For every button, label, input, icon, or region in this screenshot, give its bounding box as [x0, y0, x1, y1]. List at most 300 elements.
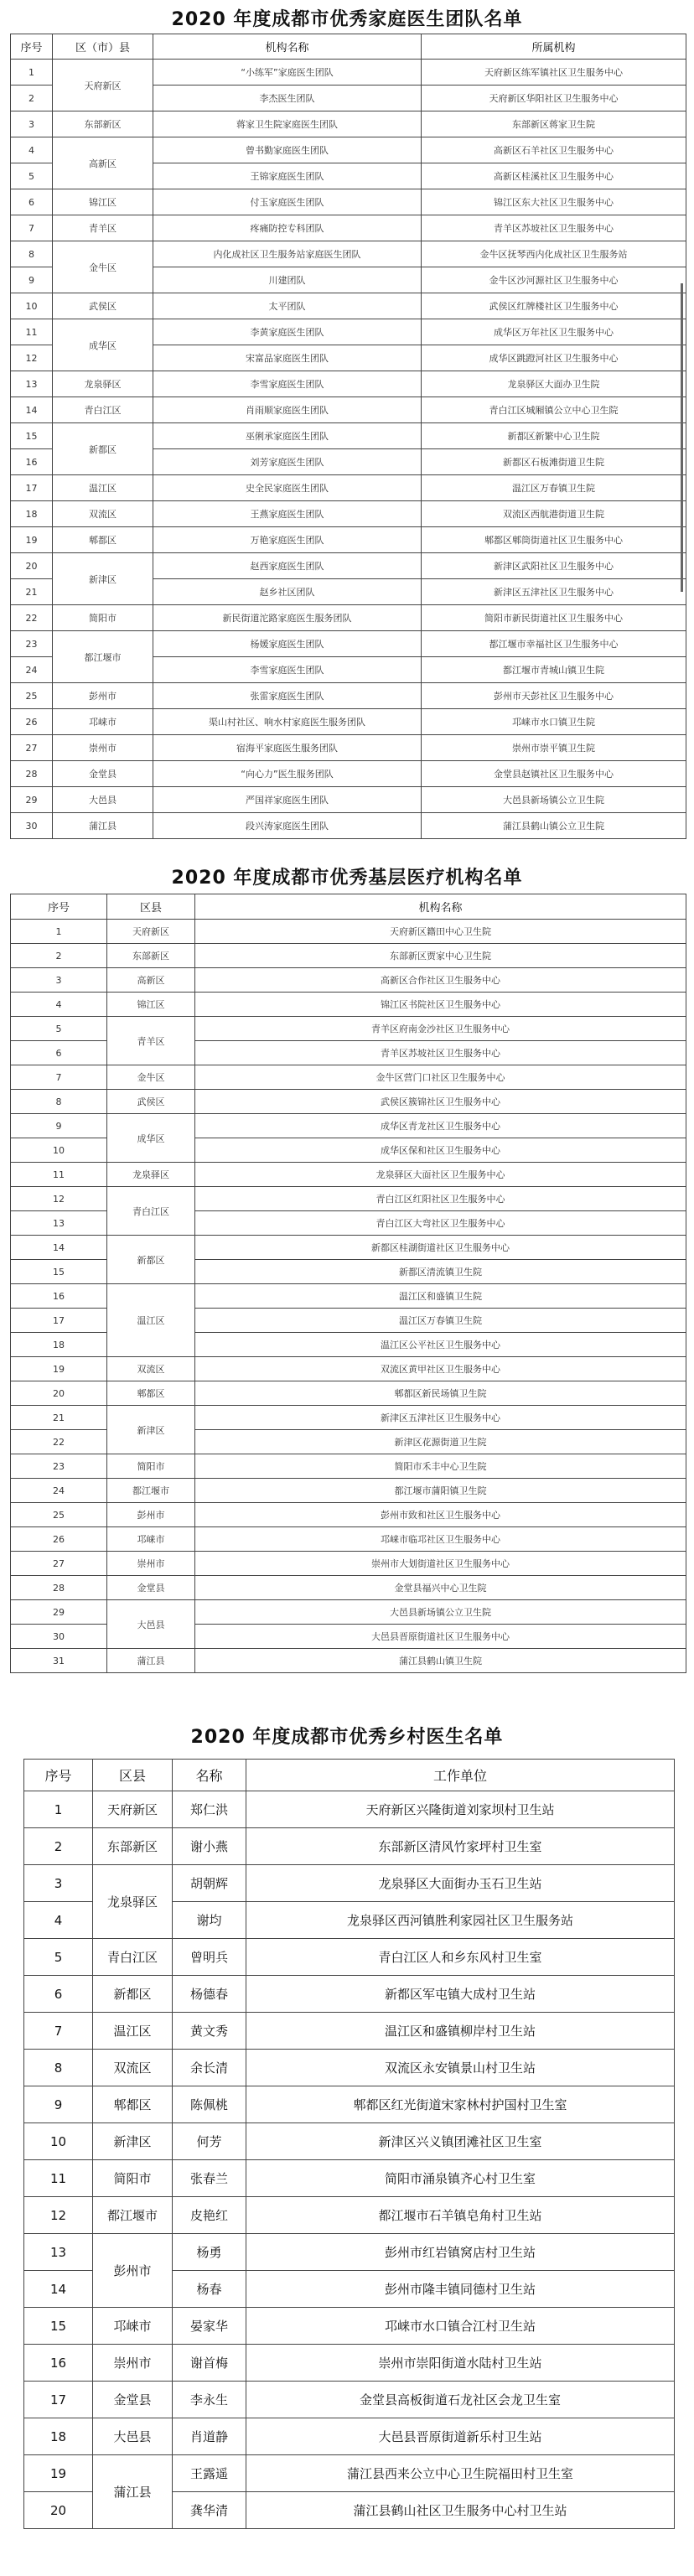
table-cell: 宋富品家庭医生团队: [153, 345, 422, 371]
index-cell: 4: [24, 1902, 93, 1939]
index-cell: 23: [11, 1454, 107, 1479]
table-cell: 彭州市致和社区卫生服务中心: [195, 1503, 686, 1527]
table-cell: 新都区新繁中心卫生院: [422, 423, 686, 449]
table-row: [11, 761, 686, 787]
table-cell: 渠山村社区、响水村家庭医生服务团队: [153, 709, 422, 735]
index-cell: 9: [11, 1114, 107, 1138]
index-cell: 10: [11, 1138, 107, 1163]
district-cell: 龙泉驿区: [107, 1163, 195, 1187]
table-cell: 龙泉驿区大面办卫生院: [422, 371, 686, 397]
table-cell: “向心力”医生服务团队: [153, 761, 422, 787]
table-cell: 东部新区清风竹家坪村卫生室: [246, 1828, 675, 1865]
table-row: [11, 1065, 686, 1090]
table-cell: 简阳市禾丰中心卫生院: [195, 1454, 686, 1479]
index-cell: 15: [11, 423, 53, 449]
index-cell: 5: [11, 163, 53, 189]
index-cell: 15: [11, 1260, 107, 1284]
table-cell: 新都区桂湖街道社区卫生服务中心: [195, 1236, 686, 1260]
table-cell: 严国祥家庭医生团队: [153, 787, 422, 813]
table-row: [11, 293, 686, 319]
table-cell: 双流区黄甲社区卫生服务中心: [195, 1357, 686, 1381]
index-cell: 17: [11, 475, 53, 501]
district-cell: 青白江区: [53, 397, 153, 423]
column-header: 序号: [11, 34, 53, 60]
table-cell: 金堂县福兴中心卫生院: [195, 1576, 686, 1600]
table-cell: 疼痛防控专科团队: [153, 215, 422, 241]
district-cell: 蒲江县: [107, 1649, 195, 1673]
index-cell: 29: [11, 787, 53, 813]
table-row: [11, 423, 686, 449]
table-cell: 双流区西航港街道卫生院: [422, 501, 686, 527]
table-cell: 赵乡社区团队: [153, 579, 422, 605]
table-row: [11, 1649, 686, 1673]
table-cell: 高新区合作社区卫生服务中心: [195, 968, 686, 993]
table-row: [11, 527, 686, 553]
table-cell: 蒲江县西来公立中心卫生院福田村卫生室: [246, 2455, 675, 2492]
table-cell: 天府新区练军镇社区卫生服务中心: [422, 60, 686, 86]
table-cell: 彭州市隆丰镇同德村卫生站: [246, 2271, 675, 2308]
table-cell: 成华区万年社区卫生服务中心: [422, 319, 686, 345]
table-row: [11, 111, 686, 137]
table-cell: 东部新区蒋家卫生院: [422, 111, 686, 137]
table-cell: 刘芳家庭医生团队: [153, 449, 422, 475]
index-cell: 13: [11, 1211, 107, 1236]
table-row: [11, 137, 686, 163]
district-cell: 温江区: [53, 475, 153, 501]
index-cell: 25: [11, 1503, 107, 1527]
table-cell: 温江区公平社区卫生服务中心: [195, 1333, 686, 1357]
district-cell: 东部新区: [107, 944, 195, 968]
table-row: [11, 1406, 686, 1430]
index-cell: 14: [24, 2271, 93, 2308]
index-cell: 6: [11, 1041, 107, 1065]
table-cell: 何芳: [173, 2123, 246, 2160]
table-row: [11, 1163, 686, 1187]
table-cell: 崇州市大划街道社区卫生服务中心: [195, 1552, 686, 1576]
index-cell: 27: [11, 735, 53, 761]
table-cell: 太平团队: [153, 293, 422, 319]
table-row: [11, 1552, 686, 1576]
table-cell: 温江区万春镇卫生院: [195, 1309, 686, 1333]
table-row: [11, 1236, 686, 1260]
index-cell: 19: [11, 527, 53, 553]
index-cell: 16: [11, 1284, 107, 1309]
district-cell: 新都区: [53, 423, 153, 475]
district-cell: 蒲江县: [93, 2455, 173, 2529]
index-cell: 3: [11, 968, 107, 993]
table-cell: 青白江区人和乡东风村卫生室: [246, 1939, 675, 1976]
index-cell: 11: [11, 319, 53, 345]
index-cell: 30: [11, 1625, 107, 1649]
table-row: [11, 371, 686, 397]
district-cell: 邛崃市: [93, 2308, 173, 2345]
table-row: [11, 968, 686, 993]
district-cell: 成华区: [53, 319, 153, 371]
index-cell: 25: [11, 683, 53, 709]
table-cell: 成华区跳蹬河社区卫生服务中心: [422, 345, 686, 371]
table-cell: 崇州市崇阳街道水陆村卫生站: [246, 2345, 675, 2382]
index-cell: 7: [11, 1065, 107, 1090]
index-cell: 26: [11, 709, 53, 735]
district-cell: 彭州市: [93, 2234, 173, 2308]
table-cell: 李黄家庭医生团队: [153, 319, 422, 345]
table-cell: 皮艳红: [173, 2197, 246, 2234]
table-cell: 新都区军屯镇大成村卫生站: [246, 1976, 675, 2013]
table-cell: 邛崃市临邛社区卫生服务中心: [195, 1527, 686, 1552]
table-cell: 大邑县新场镇公立卫生院: [422, 787, 686, 813]
index-cell: 30: [11, 813, 53, 839]
table-cell: 巫俐承家庭医生团队: [153, 423, 422, 449]
district-cell: 新津区: [53, 553, 153, 605]
district-cell: 新津区: [93, 2123, 173, 2160]
table-cell: 大邑县新场镇公立卫生院: [195, 1600, 686, 1625]
table-cell: 新津区五津社区卫生服务中心: [422, 579, 686, 605]
district-cell: 金牛区: [107, 1065, 195, 1090]
index-cell: 2: [11, 86, 53, 111]
table-cell: 李雪家庭医生团队: [153, 371, 422, 397]
index-cell: 16: [24, 2345, 93, 2382]
table-cell: 青羊区府南金沙社区卫生服务中心: [195, 1017, 686, 1041]
index-cell: 15: [24, 2308, 93, 2345]
table-row: [24, 1939, 675, 1976]
index-cell: 14: [11, 1236, 107, 1260]
column-header: 工作单位: [246, 1760, 675, 1791]
table-cell: 张春兰: [173, 2160, 246, 2197]
index-cell: 9: [11, 267, 53, 293]
table-cell: 王燕家庭医生团队: [153, 501, 422, 527]
table-cell: 锦江区书院社区卫生服务中心: [195, 993, 686, 1017]
index-cell: 12: [24, 2197, 93, 2234]
district-cell: 彭州市: [53, 683, 153, 709]
district-cell: 新都区: [107, 1236, 195, 1284]
district-cell: 彭州市: [107, 1503, 195, 1527]
index-cell: 6: [11, 189, 53, 215]
table-cell: 赵西家庭医生团队: [153, 553, 422, 579]
district-cell: 蒲江县: [53, 813, 153, 839]
village-doctor-title: 2020 年度成都市优秀乡村医生名单: [190, 1727, 504, 1748]
table-cell: 杨媛家庭医生团队: [153, 631, 422, 657]
district-cell: 高新区: [107, 968, 195, 993]
table-cell: 肖道静: [173, 2418, 246, 2455]
table-cell: 杨德春: [173, 1976, 246, 2013]
table-cell: 宿海平家庭医生服务团队: [153, 735, 422, 761]
table-row: [24, 2197, 675, 2234]
table-cell: 杨春: [173, 2271, 246, 2308]
index-cell: 18: [11, 501, 53, 527]
table-cell: 郫都区郫筒街道社区卫生服务中心: [422, 527, 686, 553]
primary-institution-table: [10, 894, 686, 1673]
index-cell: 9: [24, 2086, 93, 2123]
district-cell: 邛崃市: [53, 709, 153, 735]
table-cell: 龙泉驿区大面社区卫生服务中心: [195, 1163, 686, 1187]
table-row: [11, 709, 686, 735]
table-row: [24, 2308, 675, 2345]
table-row: [11, 1114, 686, 1138]
table-row: [24, 2160, 675, 2197]
table-cell: 新民街道沱路家庭医生服务团队: [153, 605, 422, 631]
district-cell: 青白江区: [107, 1187, 195, 1236]
index-cell: 18: [11, 1333, 107, 1357]
table-header-row: [11, 34, 686, 60]
district-cell: 龙泉驿区: [93, 1865, 173, 1939]
table-row: [11, 1600, 686, 1625]
index-cell: 1: [24, 1791, 93, 1828]
index-cell: 2: [11, 944, 107, 968]
index-cell: 27: [11, 1552, 107, 1576]
table-cell: 天府新区籍田中心卫生院: [195, 920, 686, 944]
table-cell: 曾书勤家庭医生团队: [153, 137, 422, 163]
table-row: [11, 1187, 686, 1211]
table-row: [11, 735, 686, 761]
index-cell: 20: [11, 1381, 107, 1406]
table-row: [11, 397, 686, 423]
table-row: [11, 1090, 686, 1114]
table-row: [24, 1976, 675, 2013]
index-cell: 1: [11, 920, 107, 944]
index-cell: 28: [11, 1576, 107, 1600]
table-cell: 高新区石羊社区卫生服务中心: [422, 137, 686, 163]
table-row: [24, 1865, 675, 1902]
index-cell: 22: [11, 605, 53, 631]
table-cell: 肖雨顺家庭医生团队: [153, 397, 422, 423]
table-cell: 双流区永安镇景山村卫生站: [246, 2050, 675, 2086]
index-cell: 20: [24, 2492, 93, 2529]
table-cell: 胡朝辉: [173, 1865, 246, 1902]
index-cell: 5: [24, 1939, 93, 1976]
table-row: [24, 2234, 675, 2271]
table-row: [11, 1381, 686, 1406]
index-cell: 1: [11, 60, 53, 86]
district-cell: 金牛区: [53, 241, 153, 293]
table-cell: 段兴涛家庭医生团队: [153, 813, 422, 839]
table-cell: 高新区桂溪社区卫生服务中心: [422, 163, 686, 189]
table-cell: 新津区花源街道卫生院: [195, 1430, 686, 1454]
district-cell: 崇州市: [53, 735, 153, 761]
district-cell: 郫都区: [53, 527, 153, 553]
index-cell: 13: [11, 371, 53, 397]
district-cell: 大邑县: [107, 1600, 195, 1649]
table-cell: 蒲江县鹤山社区卫生服务中心村卫生站: [246, 2492, 675, 2529]
index-cell: 20: [11, 553, 53, 579]
district-cell: 天府新区: [93, 1791, 173, 1828]
column-header: 区县: [107, 894, 195, 920]
table-cell: 新都区清流镇卫生院: [195, 1260, 686, 1284]
table-cell: 新津区五津社区卫生服务中心: [195, 1406, 686, 1430]
table-cell: 金堂县高板街道石龙社区会龙卫生室: [246, 2382, 675, 2418]
table-row: [11, 993, 686, 1017]
table-cell: 都江堰市蒲阳镇卫生院: [195, 1479, 686, 1503]
table-row: [11, 215, 686, 241]
table-row: [11, 1017, 686, 1041]
table-cell: 大邑县晋原街道社区卫生服务中心: [195, 1625, 686, 1649]
table-cell: 蒲江县鹤山镇公立卫生院: [422, 813, 686, 839]
table-cell: 大邑县晋原街道新乐村卫生站: [246, 2418, 675, 2455]
column-header: 区（市）县: [53, 34, 153, 60]
table-cell: 史全民家庭医生团队: [153, 475, 422, 501]
column-header: 所属机构: [422, 34, 686, 60]
index-cell: 8: [24, 2050, 93, 2086]
index-cell: 6: [24, 1976, 93, 2013]
index-cell: 26: [11, 1527, 107, 1552]
district-cell: 成华区: [107, 1114, 195, 1163]
column-header: 机构名称: [153, 34, 422, 60]
index-cell: 31: [11, 1649, 107, 1673]
table-cell: 曾明兵: [173, 1939, 246, 1976]
table-header-row: [11, 894, 686, 920]
table-row: [11, 1503, 686, 1527]
table-cell: 谢小燕: [173, 1828, 246, 1865]
table-row: [11, 60, 686, 86]
table-cell: 李雪家庭医生团队: [153, 657, 422, 683]
table-cell: 温江区万春镇卫生院: [422, 475, 686, 501]
table-cell: 陈佩桃: [173, 2086, 246, 2123]
district-cell: 新津区: [107, 1406, 195, 1454]
column-header: 机构名称: [195, 894, 686, 920]
table-cell: 青白江区红阳社区卫生服务中心: [195, 1187, 686, 1211]
table-cell: 新都区石板滩街道卫生院: [422, 449, 686, 475]
table-row: [11, 1479, 686, 1503]
table-cell: 简阳市涌泉镇齐心村卫生室: [246, 2160, 675, 2197]
table-cell: 青白江区城厢镇公立中心卫生院: [422, 397, 686, 423]
table-cell: 天府新区华阳社区卫生服务中心: [422, 86, 686, 111]
table-row: [11, 553, 686, 579]
table-cell: 谢首梅: [173, 2345, 246, 2382]
index-cell: 13: [24, 2234, 93, 2271]
table-cell: 彭州市天彭社区卫生服务中心: [422, 683, 686, 709]
index-cell: 11: [24, 2160, 93, 2197]
index-cell: 17: [24, 2382, 93, 2418]
table-row: [11, 787, 686, 813]
index-cell: 2: [24, 1828, 93, 1865]
district-cell: 都江堰市: [107, 1479, 195, 1503]
table-cell: 王锦家庭医生团队: [153, 163, 422, 189]
table-row: [11, 319, 686, 345]
table-row: [11, 920, 686, 944]
table-cell: 崇州市崇平镇卫生院: [422, 735, 686, 761]
table-cell: 青白江区大弯社区卫生服务中心: [195, 1211, 686, 1236]
table-cell: 青羊区苏坡社区卫生服务中心: [195, 1041, 686, 1065]
table-cell: “小练军”家庭医生团队: [153, 60, 422, 86]
district-cell: 青白江区: [93, 1939, 173, 1976]
table-cell: 黄文秀: [173, 2013, 246, 2050]
district-cell: 双流区: [107, 1357, 195, 1381]
column-header: 区县: [93, 1760, 173, 1791]
table-cell: 青羊区苏坡社区卫生服务中心: [422, 215, 686, 241]
district-cell: 武侯区: [107, 1090, 195, 1114]
index-cell: 4: [11, 993, 107, 1017]
table-row: [11, 944, 686, 968]
table-row: [11, 605, 686, 631]
index-cell: 16: [11, 449, 53, 475]
index-cell: 24: [11, 1479, 107, 1503]
district-cell: 东部新区: [53, 111, 153, 137]
table-cell: 杨勇: [173, 2234, 246, 2271]
table-cell: 万艳家庭医生团队: [153, 527, 422, 553]
table-cell: 简阳市新民街道社区卫生服务中心: [422, 605, 686, 631]
scrollbar[interactable]: [681, 283, 683, 592]
table-row: [11, 1284, 686, 1309]
table-cell: 蒋家卫生院家庭医生团队: [153, 111, 422, 137]
table-row: [11, 683, 686, 709]
district-cell: 青羊区: [53, 215, 153, 241]
table-cell: 王露遥: [173, 2455, 246, 2492]
index-cell: 21: [11, 1406, 107, 1430]
table-cell: 新津区武阳社区卫生服务中心: [422, 553, 686, 579]
district-cell: 崇州市: [107, 1552, 195, 1576]
index-cell: 10: [24, 2123, 93, 2160]
table-row: [24, 1791, 675, 1828]
table-cell: 成华区青龙社区卫生服务中心: [195, 1114, 686, 1138]
index-cell: 23: [11, 631, 53, 657]
table-cell: 郫都区红光街道宋家林村护国村卫生室: [246, 2086, 675, 2123]
index-cell: 8: [11, 1090, 107, 1114]
family-doctor-team-title: 2020 年度成都市优秀家庭医生团队名单: [171, 9, 523, 30]
district-cell: 简阳市: [53, 605, 153, 631]
index-cell: 4: [11, 137, 53, 163]
index-cell: 28: [11, 761, 53, 787]
index-cell: 29: [11, 1600, 107, 1625]
primary-institution-title: 2020 年度成都市优秀基层医疗机构名单: [171, 868, 523, 889]
district-cell: 青羊区: [107, 1017, 195, 1065]
table-cell: 温江区和盛镇卫生院: [195, 1284, 686, 1309]
district-cell: 金堂县: [93, 2382, 173, 2418]
table-cell: 川建团队: [153, 267, 422, 293]
table-cell: 晏家华: [173, 2308, 246, 2345]
column-header: 名称: [173, 1760, 246, 1791]
district-cell: 简阳市: [107, 1454, 195, 1479]
table-header-row: [24, 1760, 675, 1791]
district-cell: 温江区: [93, 2013, 173, 2050]
table-row: [11, 1357, 686, 1381]
table-row: [11, 631, 686, 657]
table-cell: 张雷家庭医生团队: [153, 683, 422, 709]
table-row: [11, 1454, 686, 1479]
village-doctor-table: [23, 1759, 675, 2529]
index-cell: 14: [11, 397, 53, 423]
district-cell: 金堂县: [53, 761, 153, 787]
district-cell: 大邑县: [93, 2418, 173, 2455]
index-cell: 18: [24, 2418, 93, 2455]
district-cell: 高新区: [53, 137, 153, 189]
district-cell: 都江堰市: [53, 631, 153, 683]
table-cell: 邛崃市水口镇合江村卫生站: [246, 2308, 675, 2345]
table-cell: 金牛区抚琴西内化成社区卫生服务站: [422, 241, 686, 267]
index-cell: 8: [11, 241, 53, 267]
district-cell: 双流区: [53, 501, 153, 527]
district-cell: 邛崃市: [107, 1527, 195, 1552]
table-row: [24, 2123, 675, 2160]
table-row: [24, 2455, 675, 2492]
table-row: [11, 475, 686, 501]
district-cell: 金堂县: [107, 1576, 195, 1600]
index-cell: 3: [24, 1865, 93, 1902]
table-cell: 都江堰市幸福社区卫生服务中心: [422, 631, 686, 657]
table-row: [24, 1828, 675, 1865]
district-cell: 温江区: [107, 1284, 195, 1357]
table-row: [24, 2050, 675, 2086]
table-row: [24, 2013, 675, 2050]
district-cell: 大邑县: [53, 787, 153, 813]
index-cell: 17: [11, 1309, 107, 1333]
table-cell: 金牛区营门口社区卫生服务中心: [195, 1065, 686, 1090]
table-cell: 龚华清: [173, 2492, 246, 2529]
index-cell: 19: [11, 1357, 107, 1381]
table-row: [24, 2345, 675, 2382]
table-cell: 金堂县赵镇社区卫生服务中心: [422, 761, 686, 787]
index-cell: 12: [11, 1187, 107, 1211]
column-header: 序号: [24, 1760, 93, 1791]
index-cell: 12: [11, 345, 53, 371]
